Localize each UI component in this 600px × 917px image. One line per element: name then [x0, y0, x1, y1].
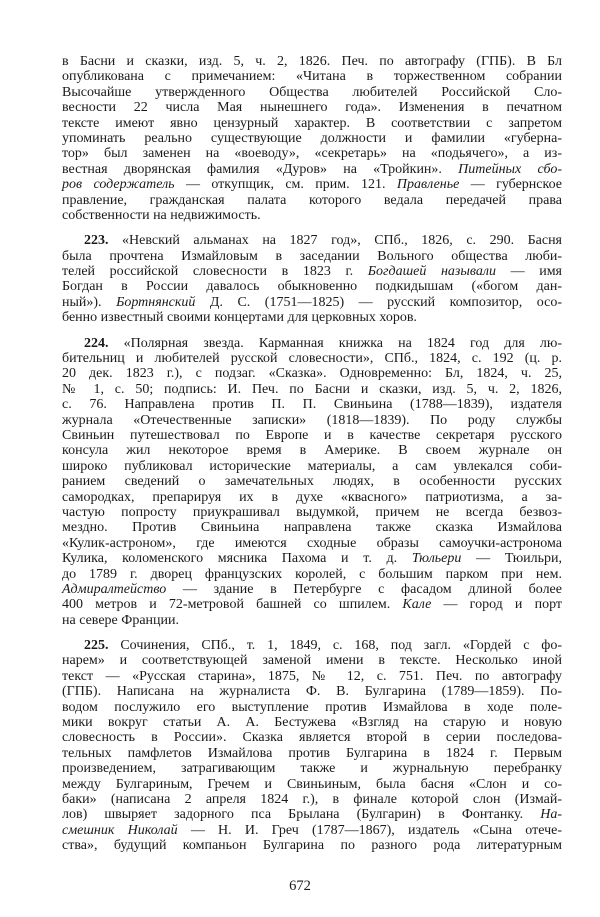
text-segment: Сочинения, СПб., т. 1, 1849, с. 168, под загл. «Гордей с фо- — [108, 638, 562, 654]
text-segment: широко публиковал исторические материалы, а сам увлекался соби- — [62, 458, 562, 474]
text-segment: произведением, затрагивающим также и журнальную перебранку — [62, 761, 562, 777]
text-segment: мики вокруг статьи А. А. Бестужева «Взгляд на старую и новую — [62, 715, 562, 731]
text-segment: текст — «Русская старина», 1875, № 12, с. 751. Печ. по автографу — [62, 668, 562, 684]
text-segment: лов) швыряет задорного пса Брылана (Булгарин) в Фонтанку. — [62, 807, 541, 823]
text-line — [62, 264, 562, 279]
text-line — [62, 490, 562, 505]
text-segment: «Кулик-астроном», где имеются сходные образы самоучки-астронома — [62, 535, 562, 551]
text-segment: правление, гражданская палата которого ведала передачей права — [62, 192, 562, 208]
text-segment: телей российской словесности в 1823 г. — [62, 264, 368, 280]
text-segment: баки» (написана 2 апреля 1824 г.), в финале которой слон (Измай- — [62, 791, 562, 807]
text-line — [62, 474, 562, 489]
text-line — [62, 684, 562, 699]
text-line — [62, 336, 562, 351]
text-segment: Высочайше утвержденного Общества любителей Российской Сло- — [62, 84, 562, 100]
italic-term: Тюльери — [411, 551, 462, 567]
text-segment: была прочтена Измайловым в заседании Вольного общества люби- — [62, 248, 562, 264]
text-line — [62, 279, 562, 294]
italic-term: Питейных сбо- — [458, 161, 563, 177]
text-line — [62, 551, 562, 566]
text-segment: собственности на недвижимость. — [62, 207, 261, 223]
italic-term: Адмиралтейство — [62, 581, 167, 597]
note-number: 224. — [84, 335, 109, 351]
text-line — [62, 536, 562, 551]
text-line — [62, 397, 562, 412]
text-segment: до 1789 г. дворец французских королей, с большим парком при нем. — [62, 566, 562, 582]
italic-term: ров содержатель — [62, 177, 175, 193]
text-segment: с. 76. Направлена против П. П. Свиньина (1788—1839), издателя — [62, 397, 562, 413]
text-segment: «Невский альманах на 1827 год», СПб., 1826, с. 290. Басня — [108, 233, 562, 249]
text-segment: ранием сведений о замечательных людях, в особенности русских — [62, 474, 562, 490]
text-line — [62, 69, 562, 84]
text-segment: Кулика, коломенского мясника Пахома и т. д. — [62, 551, 412, 567]
text-line — [62, 249, 562, 264]
text-line — [62, 366, 562, 381]
text-line — [62, 413, 562, 428]
text-line — [62, 746, 562, 761]
text-line — [62, 295, 562, 310]
text-line — [62, 193, 562, 208]
text-line — [62, 208, 562, 223]
italic-term: На- — [540, 807, 562, 823]
text-segment: в Басни и сказки, изд. 5, ч. 2, 1826. Печ. по автографу (ГПБ). В Бл — [62, 54, 562, 69]
text-segment: словесность в России». Сказка является второй в серии последова- — [62, 730, 562, 746]
text-line — [62, 777, 562, 792]
text-line — [62, 443, 562, 458]
italic-term: Бортнянский — [116, 294, 196, 310]
text-segment: ства», будущий компаньон Булгарина по разного рода литературным — [62, 838, 562, 854]
italic-term: смешник Николай — [62, 822, 178, 838]
text-line — [62, 669, 562, 684]
page-number: 672 — [289, 878, 311, 894]
text-segment: вестная дворянская фамилия «Дуров» на «Тройкин». — [62, 161, 459, 177]
text-line — [62, 505, 562, 520]
text-segment: весности 22 числа Мая нынешнего года». Изменения в печатном — [62, 100, 562, 116]
italic-term: Богдашей называли — [367, 264, 496, 280]
text-line — [62, 131, 562, 146]
text-segment: тельных памфлетов Измайлова против Булгарина в 1824 г. Первым — [62, 745, 562, 761]
text-segment: «Полярная звезда. Карманная книжка на 1824 год для лю- — [108, 335, 562, 351]
text-segment: № 1, с. 50; подпись: И. Печ. по Басни и сказки, изд. 5, ч. 2, 1826, — [62, 381, 562, 397]
text-line — [62, 761, 562, 776]
text-line — [62, 162, 562, 177]
text-segment: — здание в Петербурге с фасадом длиной более — [166, 581, 562, 597]
page-body — [62, 54, 562, 854]
note-number: 223. — [84, 233, 109, 249]
text-segment: — Н. И. Греч (1787—1867), издатель «Сына отече- — [177, 822, 562, 838]
text-line — [62, 116, 562, 131]
text-line — [62, 85, 562, 100]
text-segment: — откупщик, см. прим. 121. — [174, 177, 397, 193]
text-segment: 400 метров и 72-метровой башней со шпилем. — [62, 597, 403, 613]
text-line — [62, 351, 562, 366]
text-line — [62, 310, 562, 325]
text-line — [62, 838, 562, 853]
text-segment: самородках, препарируя их в духе «квасного» патриотизма, а за- — [62, 489, 562, 505]
text-segment: между Булгариным, Гречем и Свиньиным, была басня «Слон и со- — [62, 776, 562, 792]
text-segment: опубликована с примечанием: «Читана в торжественном собрании — [62, 69, 562, 85]
text-segment: на севере Франции. — [62, 612, 180, 628]
text-segment: упоминать реально существующие должности и фамилии «губерна- — [62, 130, 562, 146]
text-segment: консула жил некоторое время в Америке. В своем журнале он — [62, 443, 562, 459]
text-segment: Богдан в России давалось обыкновенно подкидышам («богом дан- — [62, 279, 562, 295]
text-segment: тор» был заменен на «воеводу», «секретарь» на «подьячего», а из- — [62, 146, 562, 162]
text-segment: 20 дек. 1823 г.), с подзаг. «Сказка». Одновременно: Бл, 1824, ч. 25, — [62, 366, 562, 382]
text-line — [62, 715, 562, 730]
text-line — [62, 428, 562, 443]
text-line — [62, 382, 562, 397]
note-224 — [62, 336, 562, 628]
paragraph-continuation — [62, 54, 562, 223]
text-segment: Д. С. (1751—1825) — русский композитор, осо- — [195, 294, 562, 310]
text-segment: бенно известный своими концертами для церковных хоров. — [62, 310, 417, 326]
text-line — [62, 807, 562, 822]
text-line — [62, 146, 562, 161]
note-223 — [62, 233, 562, 325]
text-line — [62, 653, 562, 668]
text-segment: ный»). — [62, 294, 117, 310]
text-line — [62, 730, 562, 745]
text-segment: — имя — [495, 264, 562, 280]
text-line — [62, 792, 562, 807]
text-segment: частую попросту приукрашивал выдумкой, причем не всегда безвоз- — [62, 504, 562, 520]
text-line — [62, 233, 562, 248]
italic-term: Правленье — [396, 177, 460, 193]
text-segment: бительниц и любителей русской словесности», СПб., 1824, с. 192 (ц. р. — [62, 351, 562, 367]
italic-term: Кале — [402, 597, 432, 613]
text-segment: нарем» и соответствующей заменой имени в тексте. Несколько иной — [62, 653, 562, 669]
text-line — [62, 520, 562, 535]
text-line — [62, 823, 562, 838]
text-segment: — Тюильри, — [461, 551, 563, 567]
note-225 — [62, 638, 562, 853]
text-line — [62, 638, 562, 653]
text-line — [62, 582, 562, 597]
text-segment: тексте имеют явно цензурный характер. В соответствии с запретом — [62, 115, 562, 131]
text-line — [62, 459, 562, 474]
text-line — [62, 177, 562, 192]
text-segment: журнала «Отечественные записки» (1818—1839). По роду службы — [62, 412, 562, 428]
text-line — [62, 613, 562, 628]
text-segment: Свиньин путешествовал по Европе и в качестве секретаря русского — [62, 427, 562, 443]
text-segment: (ГПБ). Написана на журналиста Ф. В. Булгарина (1789—1859). По- — [62, 684, 562, 700]
text-line — [62, 54, 562, 69]
text-line — [62, 567, 562, 582]
text-segment: водом послужило его выступление против Измайлова в ходе поле- — [62, 699, 562, 715]
note-number: 225. — [84, 638, 109, 654]
text-line — [62, 100, 562, 115]
text-segment: — губернское — [459, 177, 562, 193]
text-segment: — город и порт — [431, 597, 563, 613]
text-segment: мездно. Против Свиньина направлена также сказка Измайлова — [62, 520, 562, 536]
text-line — [62, 597, 562, 612]
text-line — [62, 700, 562, 715]
